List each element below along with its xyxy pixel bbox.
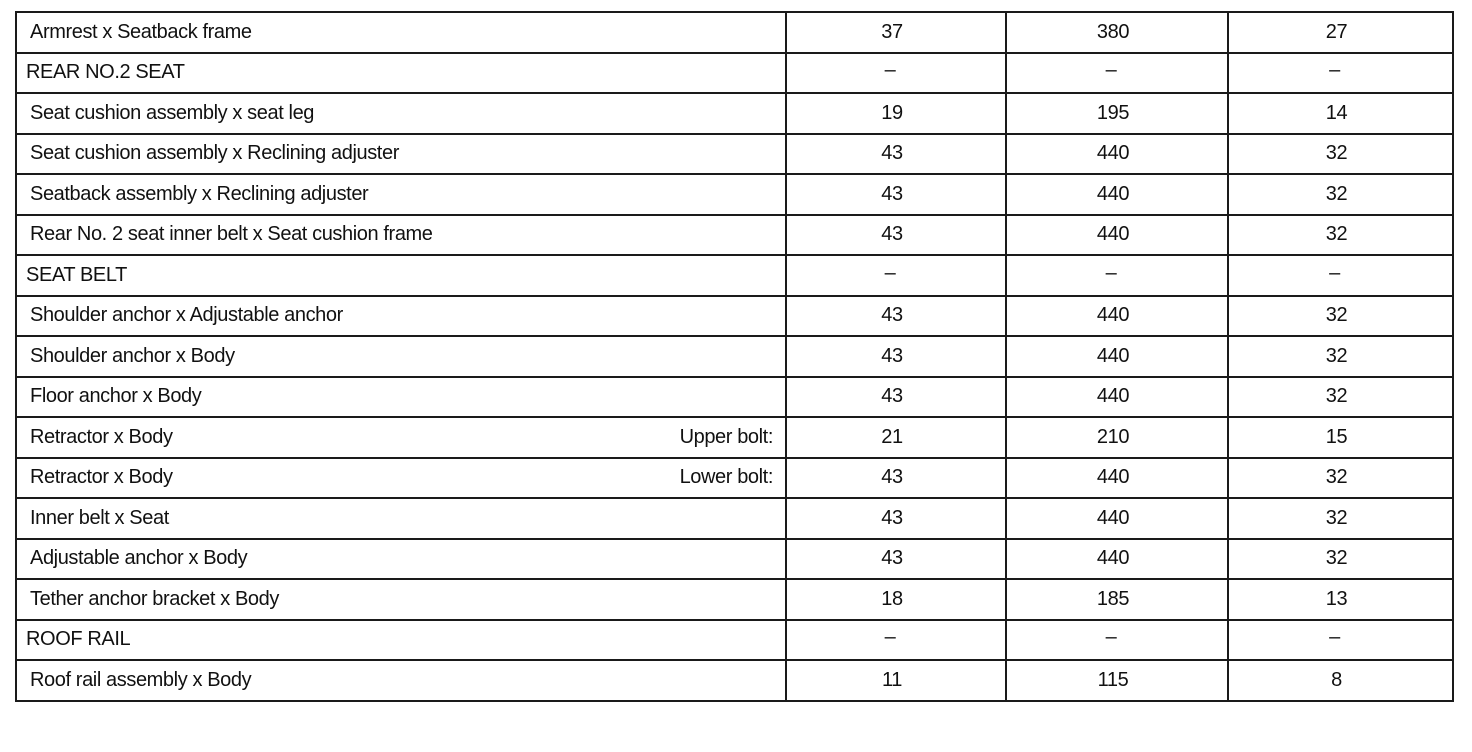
torque-value: 43	[881, 344, 903, 367]
torque-value-cell-2	[1006, 215, 1228, 256]
table-row	[16, 215, 1453, 256]
torque-value: 37	[881, 20, 903, 43]
torque-value-cell-3	[1228, 498, 1453, 539]
torque-value: 380	[1096, 20, 1130, 43]
torque-value: 32	[1325, 506, 1348, 529]
torque-value: 440	[1096, 304, 1130, 327]
description-wrap	[26, 264, 773, 287]
torque-value-cell-3	[1228, 458, 1453, 499]
description-cell	[16, 296, 786, 337]
torque-value-cell-2	[1006, 134, 1228, 175]
joint-description: Retractor x Body	[30, 425, 173, 448]
torque-value-cell-1	[786, 255, 1006, 296]
torque-value-cell-2	[1006, 498, 1228, 539]
table-row	[16, 417, 1453, 458]
torque-value-cell-3	[1228, 255, 1453, 296]
table-row	[16, 296, 1453, 337]
joint-description: Shoulder anchor x Adjustable anchor	[30, 304, 343, 327]
empty-dash: –	[884, 626, 896, 649]
torque-value-cell-1	[786, 458, 1006, 499]
torque-value: 27	[1325, 20, 1348, 43]
section-row	[16, 255, 1453, 296]
description-wrap	[30, 385, 773, 408]
description-cell	[16, 539, 786, 580]
torque-value: 43	[881, 142, 903, 165]
description-wrap	[30, 426, 773, 449]
torque-value-cell-3	[1228, 579, 1453, 620]
table-row	[16, 539, 1453, 580]
description-wrap	[30, 142, 773, 165]
torque-value: 440	[1096, 506, 1130, 529]
torque-value-cell-3	[1228, 53, 1453, 94]
torque-value: 43	[881, 385, 903, 408]
section-heading: ROOF RAIL	[26, 628, 131, 651]
description-wrap	[30, 102, 773, 125]
torque-value-cell-1	[786, 93, 1006, 134]
torque-value-cell-2	[1006, 417, 1228, 458]
torque-value: 43	[881, 223, 903, 246]
torque-value: 43	[881, 182, 903, 205]
torque-value-cell-2	[1006, 296, 1228, 337]
torque-value: 440	[1096, 547, 1130, 570]
torque-value-cell-3	[1228, 620, 1453, 661]
torque-value: 32	[1325, 344, 1348, 367]
torque-value-cell-2	[1006, 579, 1228, 620]
joint-description: Tether anchor bracket x Body	[30, 587, 279, 610]
torque-value: 32	[1325, 182, 1348, 205]
torque-value-cell-2	[1006, 620, 1228, 661]
torque-value: 32	[1325, 547, 1348, 570]
joint-description: Inner belt x Seat	[30, 506, 169, 529]
torque-value: 32	[1325, 223, 1348, 246]
table-row	[16, 12, 1453, 53]
empty-dash: –	[1329, 626, 1340, 649]
torque-value: 18	[881, 587, 903, 610]
torque-value: 210	[1096, 425, 1130, 448]
description-wrap	[30, 547, 773, 570]
description-wrap	[26, 61, 773, 84]
description-wrap	[30, 345, 773, 368]
joint-description: Retractor x Body	[30, 466, 173, 489]
joint-description: Shoulder anchor x Body	[30, 344, 235, 367]
joint-description: Seat cushion assembly x Reclining adjuster	[30, 142, 399, 165]
torque-value: 14	[1325, 101, 1348, 124]
torque-value-cell-3	[1228, 296, 1453, 337]
torque-value-cell-3	[1228, 336, 1453, 377]
torque-value: 440	[1096, 182, 1130, 205]
torque-value: 43	[881, 466, 903, 489]
joint-description: Floor anchor x Body	[30, 385, 202, 408]
torque-value-cell-1	[786, 12, 1006, 53]
table-row	[16, 134, 1453, 175]
description-cell	[16, 174, 786, 215]
table-row	[16, 174, 1453, 215]
table-row	[16, 660, 1453, 701]
torque-value: 440	[1096, 344, 1130, 367]
torque-value-cell-3	[1228, 417, 1453, 458]
table-row	[16, 336, 1453, 377]
torque-value-cell-1	[786, 660, 1006, 701]
torque-value-cell-2	[1006, 12, 1228, 53]
torque-value-cell-3	[1228, 377, 1453, 418]
description-cell	[16, 336, 786, 377]
joint-description: Rear No. 2 seat inner belt x Seat cushion frame	[30, 223, 433, 246]
torque-value: 185	[1096, 587, 1130, 610]
torque-value-cell-1	[786, 498, 1006, 539]
torque-value: 115	[1097, 668, 1129, 691]
torque-value: 32	[1325, 304, 1348, 327]
description-wrap	[30, 304, 773, 327]
torque-value: 440	[1096, 466, 1130, 489]
torque-value-cell-3	[1228, 174, 1453, 215]
description-cell	[16, 498, 786, 539]
torque-value: 21	[881, 425, 903, 448]
section-heading-cell	[16, 620, 786, 661]
torque-value-cell-2	[1006, 53, 1228, 94]
torque-value-cell-1	[786, 377, 1006, 418]
joint-description: Adjustable anchor x Body	[30, 547, 248, 570]
torque-value: 43	[881, 547, 903, 570]
description-cell	[16, 215, 786, 256]
empty-dash: –	[1105, 626, 1117, 649]
torque-value-cell-2	[1006, 660, 1228, 701]
description-cell	[16, 377, 786, 418]
torque-value: 32	[1325, 466, 1348, 489]
section-row	[16, 620, 1453, 661]
torque-value: 440	[1096, 223, 1130, 246]
description-cell	[16, 458, 786, 499]
description-wrap	[30, 183, 773, 206]
torque-value: 32	[1325, 142, 1348, 165]
torque-value-cell-3	[1228, 660, 1453, 701]
description-cell	[16, 12, 786, 53]
torque-value: 15	[1325, 425, 1348, 448]
torque-value: 440	[1096, 142, 1130, 165]
torque-value-cell-1	[786, 215, 1006, 256]
section-heading: SEAT BELT	[26, 263, 127, 286]
torque-value-cell-1	[786, 134, 1006, 175]
joint-description: Seatback assembly x Reclining adjuster	[30, 182, 369, 205]
description-wrap	[30, 588, 773, 611]
torque-value-cell-3	[1228, 12, 1453, 53]
description-cell	[16, 93, 786, 134]
torque-value: 11	[882, 668, 902, 691]
description-wrap	[26, 628, 773, 651]
description-cell	[16, 134, 786, 175]
description-cell	[16, 660, 786, 701]
section-heading-cell	[16, 53, 786, 94]
torque-value-cell-2	[1006, 174, 1228, 215]
torque-value-cell-1	[786, 174, 1006, 215]
table-row	[16, 458, 1453, 499]
torque-value-cell-2	[1006, 255, 1228, 296]
empty-dash: –	[1329, 261, 1340, 284]
joint-description: Armrest x Seatback frame	[30, 20, 252, 43]
torque-value-cell-2	[1006, 93, 1228, 134]
torque-value: 13	[1325, 587, 1348, 610]
torque-value-cell-1	[786, 53, 1006, 94]
description-wrap	[30, 669, 773, 692]
section-row	[16, 53, 1453, 94]
description-cell	[16, 579, 786, 620]
torque-value: 195	[1096, 101, 1130, 124]
torque-value: 8	[1331, 668, 1342, 691]
torque-value-cell-1	[786, 336, 1006, 377]
torque-value: 19	[881, 101, 903, 124]
bolt-position-note: Lower bolt:	[679, 466, 773, 489]
table-row	[16, 579, 1453, 620]
torque-value-cell-1	[786, 296, 1006, 337]
section-heading: REAR NO.2 SEAT	[26, 61, 185, 84]
joint-description: Roof rail assembly x Body	[30, 668, 252, 691]
table-row	[16, 498, 1453, 539]
empty-dash: –	[884, 261, 896, 284]
torque-value-cell-2	[1006, 458, 1228, 499]
description-wrap	[30, 466, 773, 489]
torque-value-cell-1	[786, 579, 1006, 620]
torque-value: 32	[1325, 385, 1348, 408]
description-cell	[16, 417, 786, 458]
torque-value-cell-1	[786, 539, 1006, 580]
table-row	[16, 377, 1453, 418]
description-wrap	[30, 223, 773, 246]
empty-dash: –	[1105, 59, 1117, 82]
torque-value: 440	[1096, 385, 1130, 408]
joint-description: Seat cushion assembly x seat leg	[30, 101, 315, 124]
torque-value-cell-2	[1006, 539, 1228, 580]
torque-value: 43	[881, 506, 903, 529]
torque-value-cell-2	[1006, 377, 1228, 418]
empty-dash: –	[1329, 59, 1340, 82]
bolt-position-note: Upper bolt:	[679, 425, 773, 448]
section-heading-cell	[16, 255, 786, 296]
table-row	[16, 93, 1453, 134]
torque-spec-table	[15, 11, 1454, 702]
description-wrap	[30, 21, 773, 44]
torque-value-cell-2	[1006, 336, 1228, 377]
torque-value-cell-3	[1228, 539, 1453, 580]
torque-value-cell-3	[1228, 134, 1453, 175]
torque-value: 43	[881, 304, 903, 327]
torque-value-cell-1	[786, 417, 1006, 458]
torque-value-cell-3	[1228, 215, 1453, 256]
torque-value-cell-1	[786, 620, 1006, 661]
torque-spec-table-body	[16, 12, 1453, 701]
description-wrap	[30, 507, 773, 530]
empty-dash: –	[1105, 261, 1117, 284]
torque-value-cell-3	[1228, 93, 1453, 134]
empty-dash: –	[884, 59, 896, 82]
